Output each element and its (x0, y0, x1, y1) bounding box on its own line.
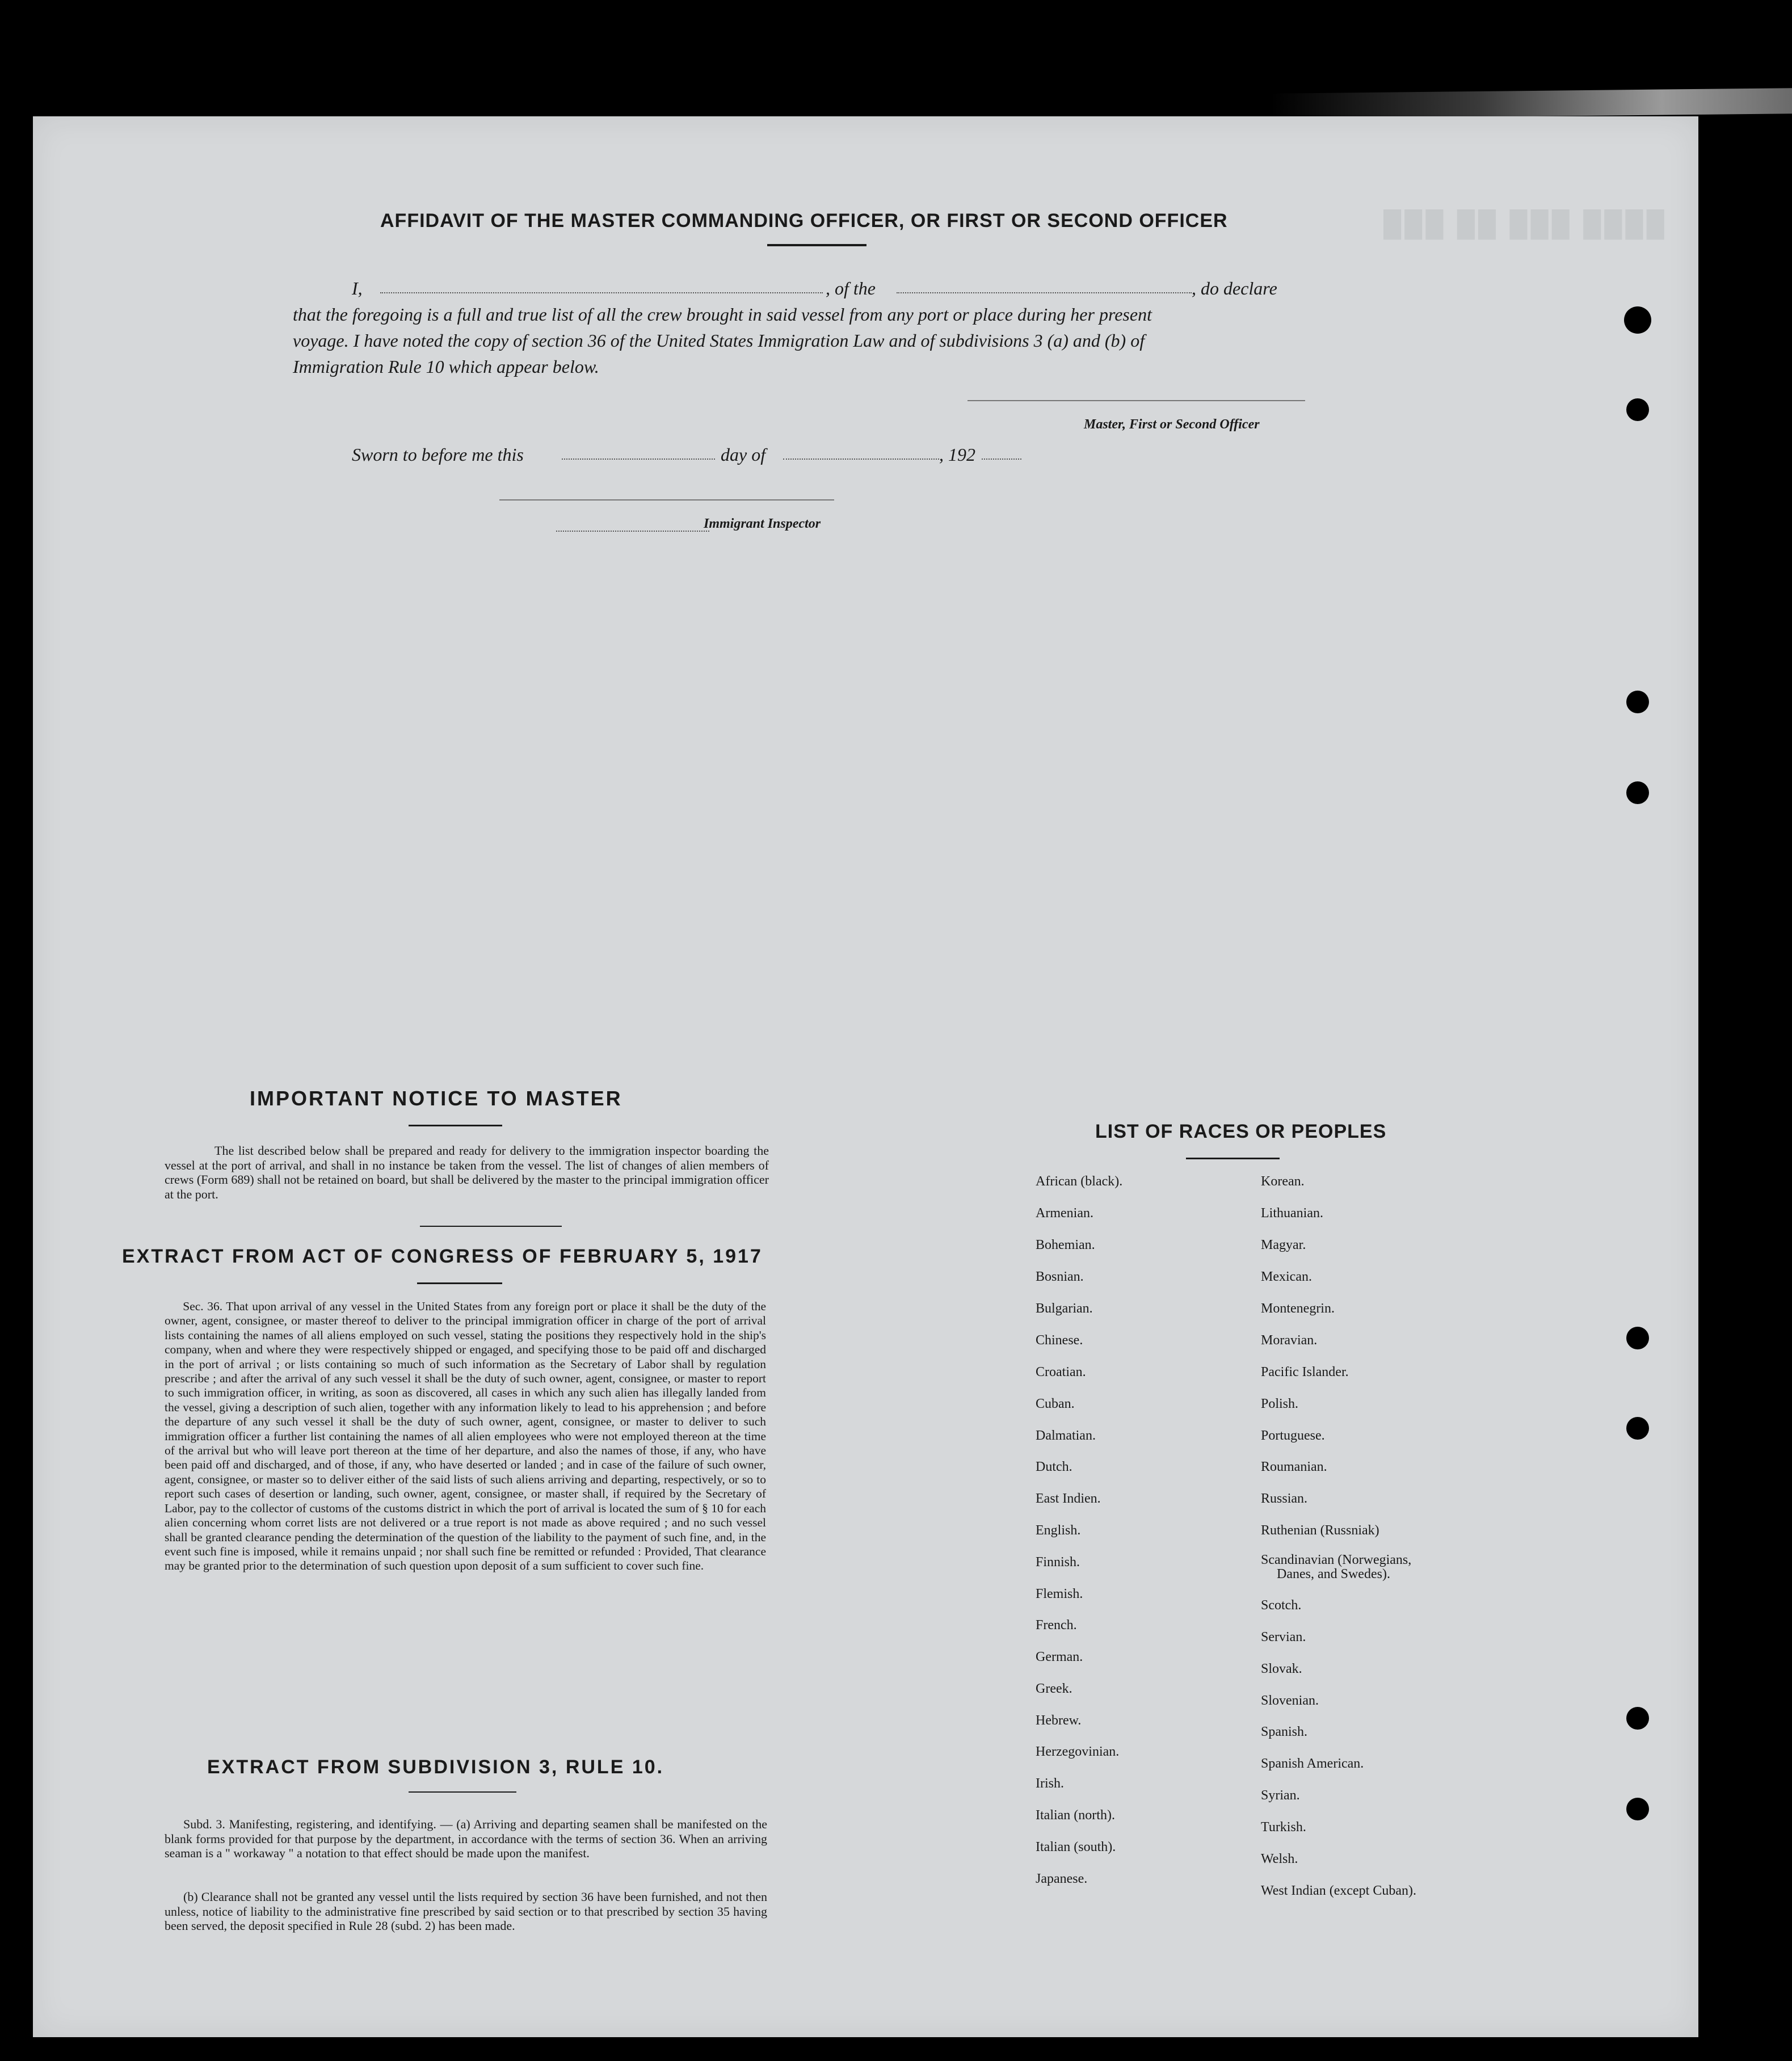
race-item: African (black). (1036, 1174, 1123, 1189)
extract-rule-title: EXTRACT FROM SUBDIVISION 3, RULE 10. (207, 1756, 664, 1778)
extract-act-text: Sec. 36. That upon arrival of any vessel in the United States from any foreign port or place it shall be the duty of the owner, agent, consignee, or master thereof to deliver to the principal immigration officer in charge of the port of arrival lists containing the names of all aliens employed on such vessel, stating the positions they respectively hold in the ship's company, when and where they were respectively shipped or engaged, and specifying those to be paid off and discharged in the port of arrival ; or lists containing so much of such information as the Secretary of Labor shall by regulation prescribe ; and after the arrival of any such vessel it shall be the duty of such owner, agent, consignee, or master to report to such immigration officer, in writing, as soon as discovered, all cases in which any such alien has illegally landed from the vessel, giving a description of such alien, together with any information likely to lead to his apprehension ; and before the departure of any such vessel it shall be the duty of such owner, agent, consignee, or master to deliver to such immigration officer a further list containing the names of all alien employees who were not employed thereon at the time of the arrival but who will leave port thereon at the time of her departure, and also the names of those, if any, who have been paid off and discharged, and of those, if any, who have deserted or landed ; and in case of the failure of such owner, agent, consignee, or master so to deliver either of the said lists of such aliens arriving and departing, respectively, or so to report such cases of desertion or landing, such owner, agent, consignee, or master shall, if required by the Secretary of Labor, pay to the collector of customs of the customs district in which the port of arrival is located the sum of § 10 for each alien concerning whom corret lists are not delivered or a true report is not made as above required ; and no such vessel shall be granted clearance pending the determination of the question of the liability to the payment of such fine, and, in the event such fine is imposed, while it remains unpaid ; nor shall such fine be remitted or refunded : Provided, That clearance may be granted prior to the determination of such question upon deposit of a sum sufficient to cover such fine. (165, 1299, 766, 1573)
binder-hole-2 (1626, 398, 1649, 421)
race-item: Bohemian. (1036, 1238, 1095, 1252)
binder-hole-3 (1626, 691, 1649, 713)
race-item: Bosnian. (1036, 1269, 1084, 1284)
race-item: Spanish American. (1261, 1756, 1364, 1771)
race-item: Danes, and Swedes). (1277, 1567, 1390, 1581)
race-item: Korean. (1261, 1174, 1305, 1189)
race-item: English. (1036, 1523, 1081, 1538)
race-item: Dalmatian. (1036, 1428, 1096, 1443)
race-item: Cuban. (1036, 1397, 1075, 1411)
race-item: Portuguese. (1261, 1428, 1325, 1443)
race-item: Montenegrin. (1261, 1301, 1335, 1316)
race-item: Bulgarian. (1036, 1301, 1093, 1316)
extract-act-underline (417, 1282, 502, 1284)
race-item: Welsh. (1261, 1852, 1298, 1866)
affidavit-title-underline (767, 244, 866, 246)
affidavit-title: AFFIDAVIT OF THE MASTER COMMANDING OFFICER, OR FIRST OR SECOND OFFICER (380, 210, 1228, 232)
race-item: Scandinavian (Norwegians, (1261, 1553, 1412, 1567)
binder-hole-8 (1626, 1798, 1649, 1820)
race-item: Slovenian. (1261, 1693, 1319, 1708)
race-item: Italian (south). (1036, 1840, 1116, 1854)
affidavit-i: I, (352, 278, 363, 298)
affidavit-line-2: that the foregoing is a full and true list of all the crew brought in said vessel from any port or place during her present (293, 304, 1152, 325)
race-item: Chinese. (1036, 1333, 1083, 1348)
race-item: Croatian. (1036, 1365, 1086, 1379)
race-item: Japanese. (1036, 1871, 1088, 1886)
master-signature-label: Master, First or Second Officer (1084, 417, 1260, 432)
master-signature-line[interactable] (967, 400, 1305, 401)
race-item: Mexican. (1261, 1269, 1312, 1284)
race-item: Servian. (1261, 1630, 1306, 1644)
binder-hole-6 (1626, 1417, 1649, 1440)
sworn-day-field[interactable] (562, 459, 715, 460)
race-item: Finnish. (1036, 1555, 1080, 1570)
document-sheet (33, 116, 1698, 2037)
race-item: Pacific Islander. (1261, 1365, 1349, 1379)
race-item: East Indien. (1036, 1491, 1101, 1506)
race-item: Magyar. (1261, 1238, 1306, 1252)
race-item: Slovak. (1261, 1662, 1302, 1676)
notice-title-underline (409, 1125, 502, 1126)
race-item: Roumanian. (1261, 1459, 1327, 1474)
race-item: Ruthenian (Russniak) (1261, 1523, 1379, 1538)
race-item: Greek. (1036, 1681, 1072, 1696)
notice-bottom-rule (420, 1226, 562, 1227)
binder-hole-7 (1626, 1707, 1649, 1730)
vessel-name-field[interactable] (897, 292, 1192, 293)
sworn-day-of: day of (721, 444, 766, 465)
race-item: Herzegovinian. (1036, 1744, 1120, 1759)
race-item: Hebrew. (1036, 1713, 1082, 1728)
races-title-underline (1186, 1158, 1280, 1159)
sworn-month-field[interactable] (783, 459, 939, 460)
race-item: Russian. (1261, 1491, 1308, 1506)
extract-rule-text-b: (b) Clearance shall not be granted any vessel until the lists required by section 36 have been furnished, and not then unless, notice of liability to the administrative fine prescribed by said section or to that prescribed by section 35 having been served, the deposit specified in Rule 28 (subd. 2) has been made. (165, 1890, 767, 1933)
race-item: Lithuanian. (1261, 1206, 1323, 1221)
inspector-label: Immigrant Inspector (704, 516, 821, 531)
race-item: Moravian. (1261, 1333, 1318, 1348)
binder-hole-1 (1624, 306, 1651, 334)
inspector-signature-line[interactable] (499, 499, 834, 500)
extract-act-title: EXTRACT FROM ACT OF CONGRESS OF FEBRUARY 5, 1917 (122, 1246, 763, 1267)
race-item: Spanish. (1261, 1724, 1308, 1739)
race-item: West Indian (except Cuban). (1261, 1883, 1416, 1898)
race-item: Scotch. (1261, 1598, 1302, 1613)
race-item: Flemish. (1036, 1587, 1083, 1601)
master-name-field[interactable] (380, 292, 823, 293)
affidavit-line-4: Immigration Rule 10 which appear below. (293, 356, 599, 377)
bleed-through-text: ███ ██ ███ ████ (1383, 210, 1668, 238)
extract-rule-text-a: Subd. 3. Manifesting, registering, and identifying. — (a) Arriving and departing seamen shall be manifested on the blank forms provided for that purpose by the department, in accordance with the terms of section 36. When an arriving seaman is a " workaway " a notation to that effect should be made upon the manifest. (165, 1817, 767, 1860)
inspector-name-field[interactable] (556, 531, 709, 532)
sworn-year: , 192 (939, 444, 975, 465)
sworn-year-field[interactable] (982, 459, 1021, 460)
race-item: Armenian. (1036, 1206, 1093, 1221)
race-item: Irish. (1036, 1776, 1064, 1791)
affidavit-of-the: , of the (826, 278, 876, 298)
race-item: Syrian. (1261, 1788, 1300, 1803)
top-edge-shadow (1271, 88, 1792, 119)
race-item: Turkish. (1261, 1820, 1306, 1835)
race-item: German. (1036, 1650, 1083, 1664)
races-title: LIST OF RACES OR PEOPLES (1095, 1121, 1387, 1142)
race-item: Italian (north). (1036, 1808, 1115, 1823)
race-item: Polish. (1261, 1397, 1299, 1411)
sworn-text: Sworn to before me this (352, 444, 524, 465)
binder-hole-4 (1626, 781, 1649, 804)
race-item: French. (1036, 1618, 1077, 1633)
affidavit-line-3: voyage. I have noted the copy of section 36 of the United States Immigration Law and of subdivisions 3 (a) and (b) of (293, 330, 1145, 351)
notice-text: The list described below shall be prepared and ready for delivery to the immigration inspector boarding the vessel at the port of arrival, and shall in no instance be taken from the vessel. The list of changes of alien members of crews (Form 689) shall not be retained on board, but shall be delivered by the master to the principal immigration officer at the port. (165, 1143, 769, 1201)
notice-title: IMPORTANT NOTICE TO MASTER (250, 1087, 622, 1110)
binder-hole-5 (1626, 1327, 1649, 1349)
affidavit-declare: , do declare (1192, 278, 1277, 298)
extract-rule-underline (409, 1791, 516, 1793)
race-item: Dutch. (1036, 1459, 1072, 1474)
